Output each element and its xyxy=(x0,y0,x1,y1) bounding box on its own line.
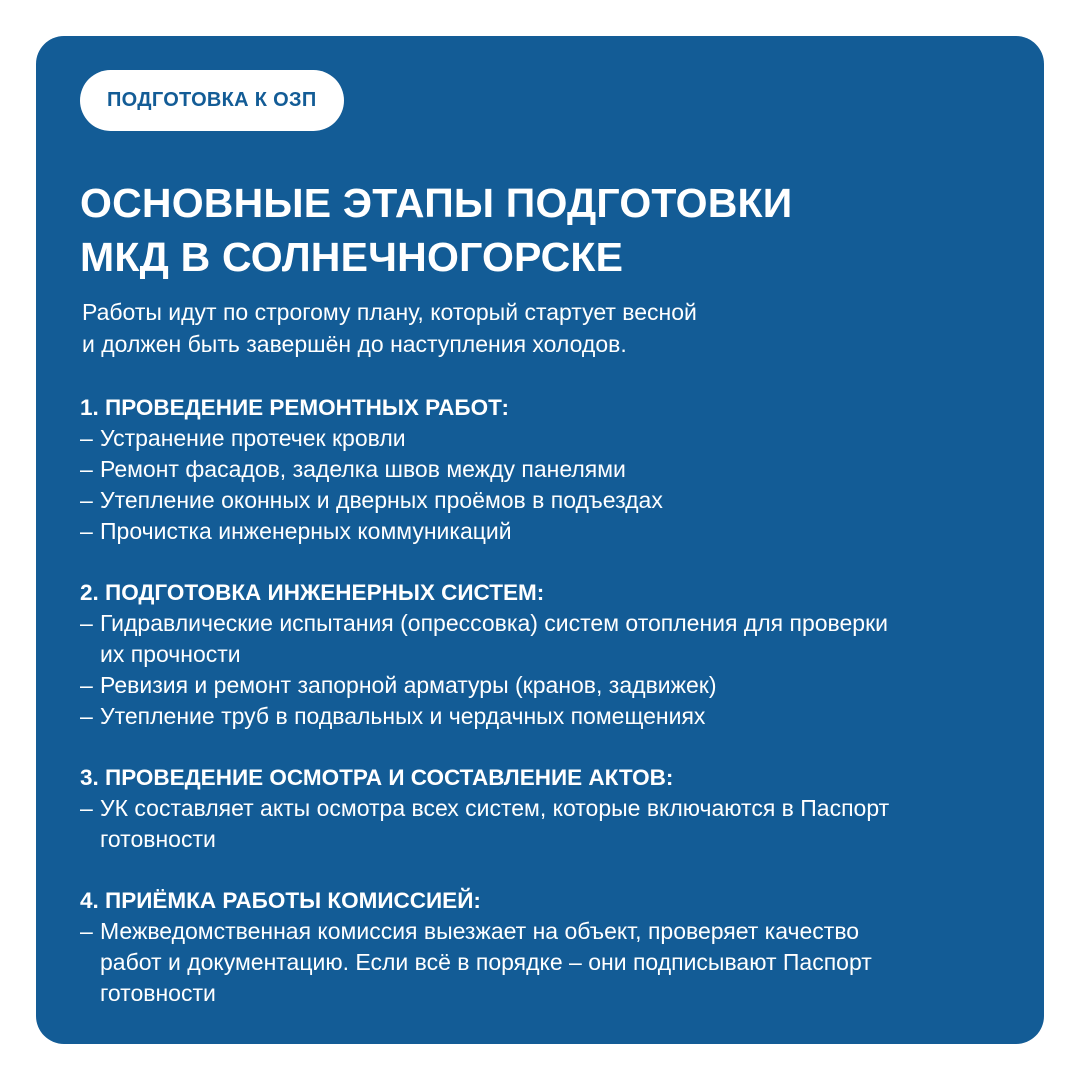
stages-list xyxy=(80,392,1000,1039)
list-item-text: Устранение протечек кровли xyxy=(100,425,406,451)
list-item xyxy=(80,701,1000,732)
intro-line-1: Работы идут по строгому плану, который стартует весной xyxy=(82,299,697,325)
title-line-1: ОСНОВНЫЕ ЭТАПЫ ПОДГОТОВКИ xyxy=(80,180,793,226)
stage-section xyxy=(80,392,1000,547)
list-item-text: Гидравлические испытания (опрессовка) систем отопления для проверки их прочности xyxy=(100,610,889,667)
bullet-dash: – xyxy=(80,487,93,513)
bullet-dash: – xyxy=(80,456,93,482)
bullet-dash: – xyxy=(80,918,93,944)
bullet-dash: – xyxy=(80,672,93,698)
list-item-text: УК составляет акты осмотра всех систем, которые включаются в Паспорт готовности xyxy=(100,795,890,852)
list-item-text: Утепление оконных и дверных проёмов в подъездах xyxy=(100,487,663,513)
list-item-text: Прочистка инженерных коммуникаций xyxy=(100,518,512,544)
page-title xyxy=(80,176,980,284)
list-item xyxy=(80,916,1000,1009)
list-item xyxy=(80,516,1000,547)
title-line-2: МКД В СОЛНЕЧНОГОРСКЕ xyxy=(80,234,624,280)
list-item xyxy=(80,454,1000,485)
list-item xyxy=(80,485,1000,516)
stage-section xyxy=(80,885,1000,1009)
intro-text xyxy=(82,296,982,360)
list-item-text: Ревизия и ремонт запорной арматуры (кранов, задвижек) xyxy=(100,672,717,698)
list-item xyxy=(80,793,1000,855)
bullet-dash: – xyxy=(80,610,93,636)
stage-heading: 4. ПРИЁМКА РАБОТЫ КОМИССИЕЙ: xyxy=(80,888,481,913)
stage-heading: 3. ПРОВЕДЕНИЕ ОСМОТРА И СОСТАВЛЕНИЕ АКТОВ: xyxy=(80,765,674,790)
list-item-text: Утепление труб в подвальных и чердачных помещениях xyxy=(100,703,706,729)
bullet-dash: – xyxy=(80,795,93,821)
stage-section xyxy=(80,762,1000,855)
bullet-dash: – xyxy=(80,703,93,729)
list-item xyxy=(80,608,1000,670)
bullet-dash: – xyxy=(80,425,93,451)
category-tag: ПОДГОТОВКА К ОЗП xyxy=(80,70,344,131)
list-item-text: Ремонт фасадов, заделка швов между панелями xyxy=(100,456,626,482)
bullet-dash: – xyxy=(80,518,93,544)
list-item xyxy=(80,423,1000,454)
list-item-text: Межведомственная комиссия выезжает на объект, проверяет качество работ и документацию. Если всё в порядке – они подписывают Паспорт готовности xyxy=(100,918,872,1006)
stage-heading: 1. ПРОВЕДЕНИЕ РЕМОНТНЫХ РАБОТ: xyxy=(80,395,510,420)
list-item xyxy=(80,670,1000,701)
info-card xyxy=(36,36,1044,1044)
intro-line-2: и должен быть завершён до наступления холодов. xyxy=(82,331,627,357)
stage-heading: 2. ПОДГОТОВКА ИНЖЕНЕРНЫХ СИСТЕМ: xyxy=(80,580,545,605)
stage-section xyxy=(80,577,1000,732)
